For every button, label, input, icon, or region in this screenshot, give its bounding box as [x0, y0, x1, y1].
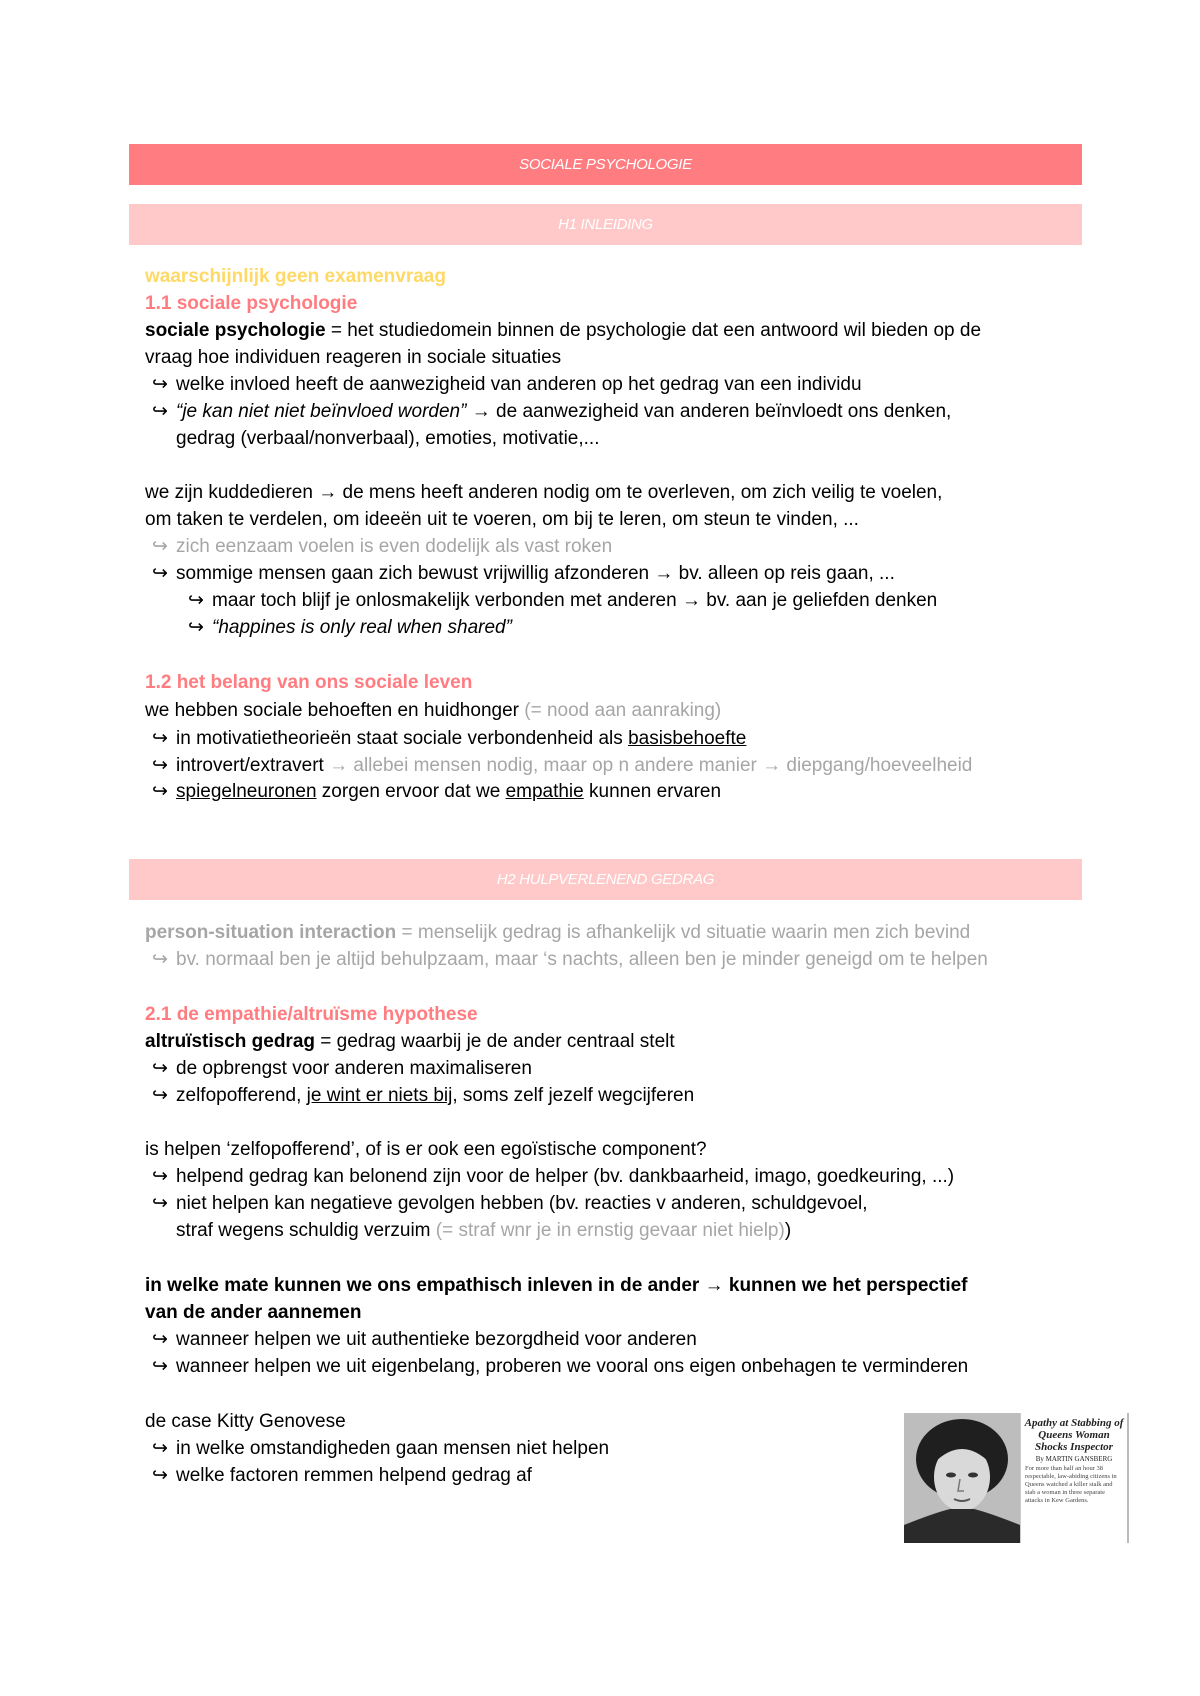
empathy-question-cont: van de ander aannemen: [145, 1302, 362, 1323]
list-item: ↪ “je kan niet niet beïnvloed worden” → de aanwezigheid van anderen beïnvloedt ons denken,: [152, 401, 952, 422]
chapter-banner-h1: H1 INLEIDING: [129, 204, 1082, 245]
definition-person-situation: person-situation interaction = menselijk gedrag is afhankelijk vd situatie waarin men zich bevind: [145, 922, 971, 943]
list-item: ↪ wanneer helpen we uit eigenbelang, proberen we vooral ons eigen onbehagen te verminderen: [152, 1356, 969, 1377]
list-item: ↪ de opbrengst voor anderen maximaliseren: [152, 1058, 532, 1079]
list-item: ↪ in motivatietheorieën staat sociale verbondenheid als basisbehoefte: [152, 728, 747, 749]
clipping-body: For more than half an hour 38 respectable, law-abiding citizens in Queens watched a killer stalk and stab a woman in three separate attacks in Kew Gardens.: [1025, 1465, 1117, 1504]
list-item-nested: ↪ “happines is only real when shared”: [188, 617, 512, 638]
list-item: ↪ spiegelneuronen zorgen ervoor dat we empathie kunnen ervaren: [152, 781, 722, 802]
newspaper-clipping: [1020, 1413, 1129, 1543]
kitty-genovese-photo: [904, 1413, 1020, 1543]
clipping-headline: Apathy at Stabbing of Queens Woman Shocks Inspector: [1024, 1417, 1124, 1453]
list-item: ↪ niet helpen kan negatieve gevolgen hebben (bv. reacties v anderen, schuldgevoel,: [152, 1193, 868, 1214]
list-item-nested: ↪ maar toch blijf je onlosmakelijk verbonden met anderen → bv. aan je geliefden denken: [188, 590, 938, 611]
paragraph: om taken te verdelen, om ideeën uit te voeren, om bij te leren, om steun te vinden, ...: [145, 509, 859, 530]
question: is helpen ‘zelfopofferend’, of is er ook een egoïstische component?: [145, 1139, 707, 1160]
list-item-cont: gedrag (verbaal/nonverbaal), emoties, motivatie,...: [176, 428, 600, 449]
list-item-cont: straf wegens schuldig verzuim (= straf wnr je in ernstig gevaar niet hielp)): [176, 1220, 792, 1241]
paragraph: we zijn kuddedieren → de mens heeft anderen nodig om te overleven, om zich veilig te voelen,: [145, 482, 943, 503]
list-item: ↪ welke factoren remmen helpend gedrag af: [152, 1465, 532, 1486]
section-heading-1-1: 1.1 sociale psychologie: [145, 293, 358, 314]
list-item: ↪ sommige mensen gaan zich bewust vrijwillig afzonderen → bv. alleen op reis gaan, ...: [152, 563, 895, 584]
list-item: ↪ zelfopofferend, je wint er niets bij, soms zelf jezelf wegcijferen: [152, 1085, 695, 1106]
section-heading-1-2: 1.2 het belang van ons sociale leven: [145, 672, 473, 693]
list-item: ↪ introvert/extravert → allebei mensen nodig, maar op n andere manier → diepgang/hoeveelheid: [152, 755, 973, 776]
clipping-byline: By MARTIN GANSBERG: [1035, 1455, 1113, 1463]
list-item: ↪ helpend gedrag kan belonend zijn voor de helper (bv. dankbaarheid, imago, goedkeuring, ...): [152, 1166, 955, 1187]
list-item: ↪ bv. normaal ben je altijd behulpzaam, maar ‘s nachts, alleen ben je minder geneigd om te helpen: [152, 949, 988, 970]
definition-cont: vraag hoe individuen reageren in sociale situaties: [145, 347, 562, 368]
list-item: ↪ welke invloed heeft de aanwezigheid van anderen op het gedrag van een individu: [152, 374, 862, 395]
document-title-banner: SOCIALE PSYCHOLOGIE: [129, 144, 1082, 185]
list-item: ↪ zich eenzaam voelen is even dodelijk als vast roken: [152, 536, 613, 557]
list-item: ↪ in welke omstandigheden gaan mensen niet helpen: [152, 1438, 610, 1459]
case-title: de case Kitty Genovese: [145, 1411, 346, 1432]
exam-note: waarschijnlijk geen examenvraag: [145, 266, 446, 287]
list-item: ↪ wanneer helpen we uit authentieke bezorgdheid voor anderen: [152, 1329, 697, 1350]
paragraph: we hebben sociale behoeften en huidhonger (= nood aan aanraking): [145, 700, 722, 721]
section-heading-2-1: 2.1 de empathie/altruïsme hypothese: [145, 1004, 478, 1025]
empathy-question: in welke mate kunnen we ons empathisch inleven in de ander → kunnen we het perspectief: [145, 1275, 968, 1296]
definition-sociale-psychologie: sociale psychologie = het studiedomein binnen de psychologie dat een antwoord wil bieden op de: [145, 320, 982, 341]
chapter-banner-h2: H2 HULPVERLENEND GEDRAG: [129, 859, 1082, 900]
definition-altruistisch-gedrag: altruïstisch gedrag = gedrag waarbij je de ander centraal stelt: [145, 1031, 675, 1052]
